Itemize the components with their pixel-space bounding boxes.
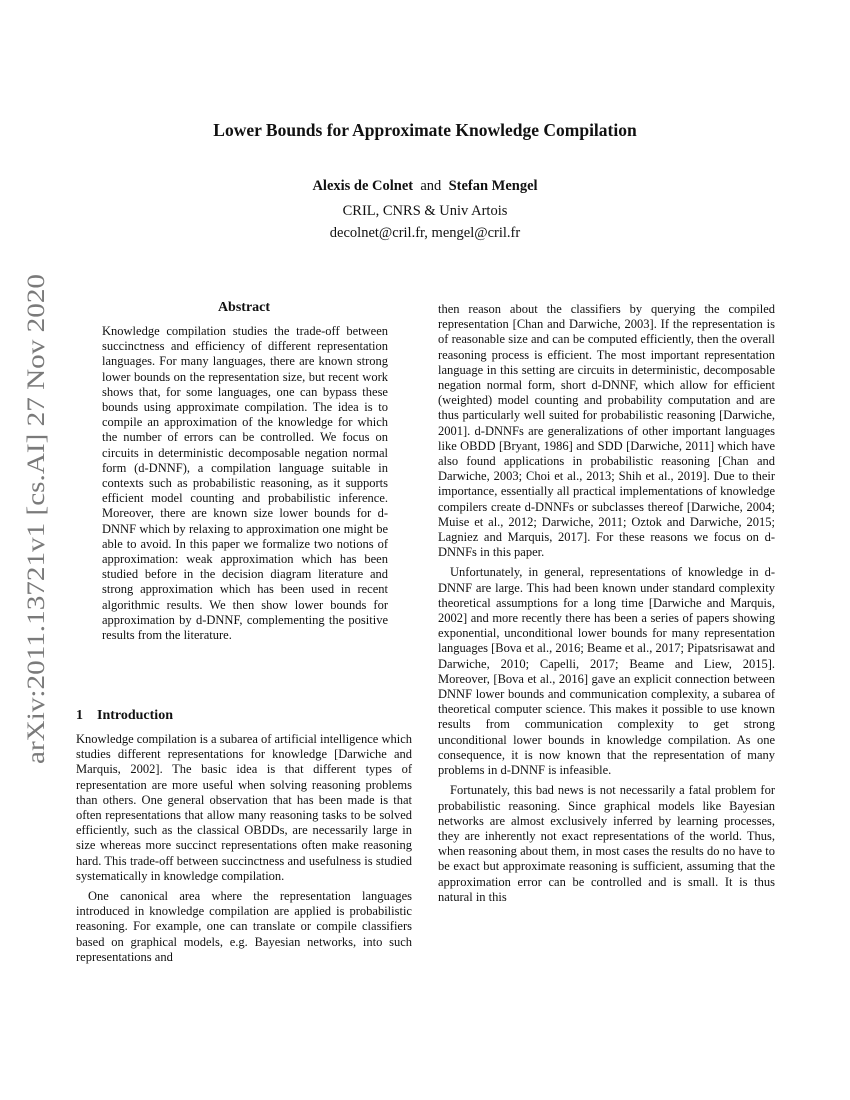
- section-heading-introduction: [76, 708, 187, 724]
- abstract-heading: Abstract: [217, 300, 271, 315]
- author-separator: and: [420, 178, 442, 194]
- right-column-body: [438, 302, 775, 905]
- introduction-body: [76, 732, 412, 965]
- author-first: Alexis de Colnet: [312, 178, 414, 194]
- author-line: [0, 178, 850, 195]
- author-second: Stefan Mengel: [448, 178, 538, 194]
- paper-title: Lower Bounds for Approximate Knowledge Compilation: [213, 120, 637, 140]
- section-number: 1: [76, 708, 83, 723]
- abstract-body: Knowledge compilation studies the trade-off between succinctness and efficiency of different representation languages. For many languages, there are known strong lower bounds on the representation size, but recent work shows that, for some languages, one can bypass these bounds using approximate compilation. The idea is to compile an approximation of the knowledge for which the number of errors can be controlled. We focus on circuits in deterministic decomposable negation normal form (d-DNNF), a compilation language suitable in contexts such as probabilistic reasoning, as it supports efficient model counting and probabilistic inference. Moreover, there are known size lower bounds for d-DNNF which by relaxing to approximation one might be able to avoid. In this paper we formalize two notions of approximation: weak approximation which has been studied before in the decision diagram literature and strong approximation which has been used in recent algorithmic results. We then show lower bounds for approximation by d-DNNF, complementing the positive results from the literature.: [102, 324, 388, 643]
- affiliation: CRIL, CNRS & Univ Artois: [342, 203, 508, 219]
- author-emails: decolnet@cril.fr, mengel@cril.fr: [329, 225, 521, 241]
- arxiv-id-text: arXiv:2011.13721v1 [cs.AI] 27 Nov 2020: [21, 335, 50, 764]
- intro-paragraph-2: One canonical area where the representation languages introduced in knowledge compilation are applied is probabilistic reasoning. For example, one can translate or compile classifiers based on graphical models, e.g. Bayesian networks, into such representations and: [76, 889, 412, 964]
- arxiv-identifier: [8, 268, 54, 768]
- right-paragraph-1: then reason about the classifiers by querying the compiled representation [Chan and Darwiche, 2003]. If the representation is of reasonable size and can be computed efficiently, then the overall reasoning process is efficient. The most important representation language in this setting are circuits in deterministic, decomposable negation normal form, short d-DNNF, which allow for efficient (weighted) model counting and probability computation and are thus particularly well suited for probabilistic reasoning [Darwiche, 2001]. d-DNNFs are generalizations of other important languages like OBDD [Bryant, 1986] and SDD [Darwiche, 2011] which have also found applications in probabilistic reasoning [Chan and Darwiche, 2003; Choi et al., 2013; Shih et al., 2019]. Due to their importance, essentially all practical implementations of knowledge compilers create d-DNNFs or subclasses thereof [Darwiche, 2004; Muise et al., 2012; Darwiche, 2011; Oztok and Darwiche, 2015; Lagniez and Marquis, 2017]. For these reasons we focus on d-DNNFs in this paper.: [438, 302, 775, 560]
- section-title: Introduction: [97, 708, 173, 723]
- right-paragraph-2: Unfortunately, in general, representations of knowledge in d-DNNF are large. This had been known under standard complexity theoretical assumptions for a long time [Darwiche and Marquis, 2002] and more recently there has been a series of papers showing exponential, unconditional lower bounds for many representation languages [Bova et al., 2016; Beame et al., 2017; Pipatsrisawat and Darwiche, 2010; Capelli, 2017; Beame and Liew, 2015]. Moreover, [Bova et al., 2016] gave an explicit connection between DNNF lower bounds and communication complexity, a subarea of theoretical computer science. This makes it possible to use known results from communication complexity to get strong unconditional lower bounds in knowledge compilation. As one consequence, it is now known that the representation of many problems in d-DNNF is infeasible.: [438, 565, 775, 778]
- intro-paragraph-1: Knowledge compilation is a subarea of artificial intelligence which studies different representations for knowledge [Darwiche and Marquis, 2002]. The basic idea is that different types of representation are more useful when solving reasoning problems than others. One general observation that has been made is that often representations that allow many reasoning tasks to be solved efficiently, such as the classical OBDDs, are necessarily large in size whereas more succinct representations often make reasoning hard. This trade-off between succinctness and usefulness is studied systematically in knowledge compilation.: [76, 732, 412, 883]
- right-paragraph-3: Fortunately, this bad news is not necessarily a fatal problem for probabilistic reasoning. Since graphical models like Bayesian networks are almost exclusively inferred by learning processes, they are inherently not exact representations of the world. Thus, when reasoning about them, in most cases the results do no have to be exact but approximate reasoning is sufficient, assuming that the approximation error can be controlled and is small. It is thus natural in this: [438, 783, 775, 904]
